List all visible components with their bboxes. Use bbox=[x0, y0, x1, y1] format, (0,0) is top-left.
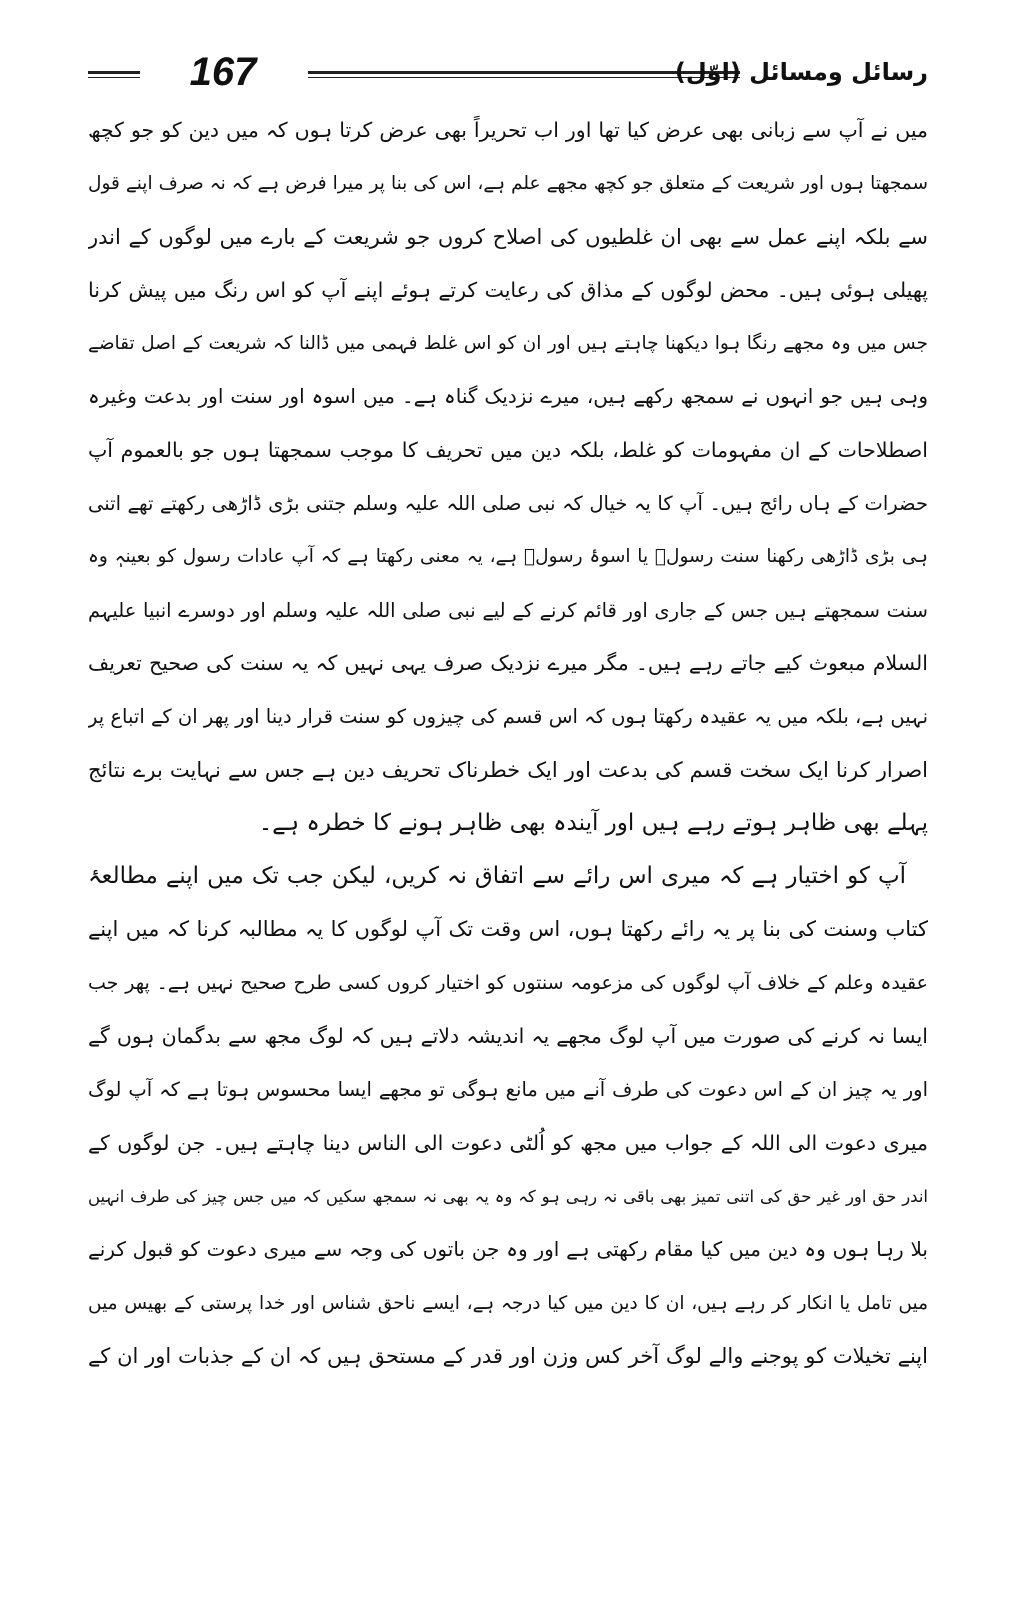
text-line-7: اصطلاحات کے ان مفہومات کو غلط، بلکہ دین میں تحریف کا موجب سمجھتا ہوں جو بالعموم آپ bbox=[88, 437, 928, 462]
text-line-22: بلا رہا ہوں وہ دین میں کیا مقام رکھتی ہے اور وہ جن باتوں کی وجہ سے میری دعوت کو قبول کرنے bbox=[88, 1237, 928, 1262]
text-line-4: پھیلی ہوئی ہیں۔ محض لوگوں کے مذاق کی رعایت کرتے ہوئے اپنے آپ کو اس رنگ میں پیش کرنا bbox=[88, 277, 928, 302]
text-line-17: عقیدہ وعلم کے خلاف آپ لوگوں کی مزعومہ سنتوں کو اختیار کروں کسی طرح صحیح نہیں ہے۔ پھر جب bbox=[88, 971, 928, 994]
header-rule-left bbox=[88, 71, 140, 74]
text-line-9: ہی بڑی ڈاڑھی رکھنا سنت رسولؐ یا اسوۂ رسولؐ ہے، یہ معنی رکھتا ہے کہ آپ عادات رسول کو بعینہٖ وہ bbox=[88, 546, 928, 568]
page-number: 167 bbox=[189, 50, 257, 94]
text-line-10: سنت سمجھتے ہیں جس کے جاری اور قائم کرنے کے لیے نبی صلی اللہ علیہ وسلم اور دوسرے انبیا علیہم bbox=[88, 598, 928, 622]
text-line-16: کتاب وسنت کی بنا پر یہ رائے رکھتا ہوں، اس وقت تک آپ لوگوں کا یہ مطالبہ کرنا کہ میں اپنے bbox=[88, 917, 928, 942]
text-line-11: السلام مبعوث کیے جاتے رہے ہیں۔ مگر میرے نزدیک صرف یہی نہیں کہ یہ سنت کی صحیح تعریف bbox=[88, 650, 928, 675]
text-line-14: پہلے بھی ظاہر ہوتے رہے ہیں اور آیندہ بھی ظاہر ہونے کا خطرہ ہے۔ bbox=[258, 809, 928, 836]
text-line-6: وہی ہیں جو انہوں نے سمجھ رکھے ہیں، میرے نزدیک گناہ ہے۔ میں اسوہ اور سنت اور بدعت وغیرہ bbox=[88, 384, 928, 409]
text-line-12: نہیں ہے، بلکہ میں یہ عقیدہ رکھتا ہوں کہ اس قسم کی چیزوں کو سنت قرار دینا اور پھر ان کے اتباع پر bbox=[88, 705, 928, 729]
text-line-2: سمجھتا ہوں اور شریعت کے متعلق جو کچھ مجھے علم ہے، اس کی بنا پر میرا فرض ہے کہ نہ صرف اپنے قول bbox=[88, 173, 928, 195]
text-line-23: میں تامل یا انکار کر رہے ہیں، ان کا دین میں کیا درجہ ہے، ایسے ناحق شناس اور خدا پرستی کے بھیس میں bbox=[88, 1292, 928, 1314]
running-title: رسائل ومسائل (اوّل) bbox=[674, 58, 928, 86]
body-text bbox=[88, 104, 928, 1383]
text-line-1: میں نے آپ سے زبانی بھی عرض کیا تھا اور اب تحریراً بھی عرض کرتا ہوں کہ میں دین کو جو کچھ bbox=[88, 118, 928, 142]
text-line-3: سے بلکہ اپنے عمل سے بھی ان غلطیوں کی اصلاح کروں جو شریعت کے بارے میں لوگوں کے اندر bbox=[88, 224, 928, 249]
text-line-19: اور یہ چیز ان کے اس دعوت کی طرف آنے میں مانع ہوگی تو مجھے ایسا محسوس ہوتا ہے کہ آپ لوگ bbox=[88, 1078, 928, 1102]
text-line-15: آپ کو اختیار ہے کہ میری اس رائے سے اتفاق نہ کریں، لیکن جب تک میں اپنے مطالعۂ bbox=[88, 863, 906, 890]
text-line-24: اپنے تخیلات کو پوجنے والے لوگ آخر کس وزن اور قدر کے مستحق ہیں کہ ان کے جذبات اور ان کے bbox=[88, 1343, 928, 1368]
text-line-8: حضرات کے ہاں رائج ہیں۔ آپ کا یہ خیال کہ نبی صلی اللہ علیہ وسلم جتنی بڑی ڈاڑھی رکھتے تھے اتنی bbox=[88, 492, 928, 516]
text-line-21: اندر حق اور غیر حق کی اتنی تمیز بھی باقی نہ رہی ہو کہ وہ یہ بھی نہ سمجھ سکیں کہ میں جس چیز کی طرف انہیں bbox=[88, 1186, 928, 1206]
text-line-5: جس میں وہ مجھے رنگا ہوا دیکھنا چاہتے ہیں اور ان کو اس غلط فہمی میں ڈالنا کہ شریعت کے اصل تقاضے bbox=[88, 333, 928, 355]
text-line-18: ایسا نہ کرنے کی صورت میں آپ لوگ مجھے یہ اندیشہ دلاتے ہیں کہ لوگ مجھ سے بدگمان ہوں گے bbox=[88, 1024, 928, 1049]
page-header bbox=[88, 44, 928, 100]
text-line-13: اصرار کرنا ایک سخت قسم کی بدعت اور ایک خطرناک تحریف دین ہے جس سے نہایت برے نتائج bbox=[88, 757, 928, 782]
text-line-20: میری دعوت الی اللہ کے جواب میں مجھ کو اُلٹی دعوت الی الناس دینا چاہتے ہیں۔ جن لوگوں کے bbox=[88, 1130, 928, 1155]
